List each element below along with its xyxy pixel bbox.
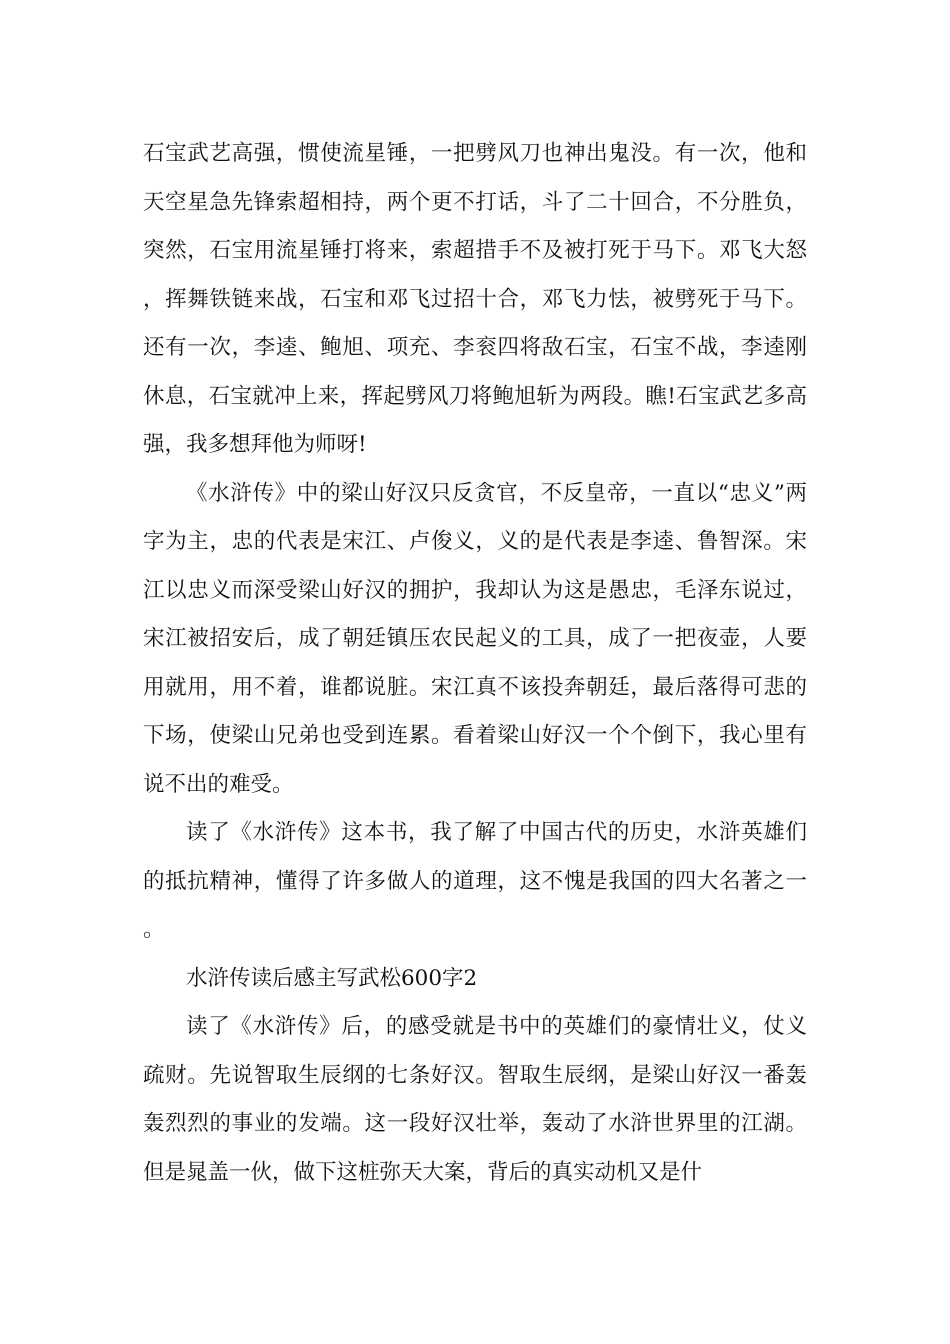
paragraph-shibao-martial-arts: 石宝武艺高强，惯使流星锤，一把劈风刀也神出鬼没。有一次，他和天空星急先锋索超相持，两个更不打话，斗了二十回合，不分胜负，突然，石宝用流星锤打将来，索超措手不及被打死于马下。邓飞大怒，挥舞铁链来战，石宝和邓飞过招十合，邓飞力怯，被劈死于马下。还有一次，李逵、鲍旭、项充、李衮四将敌石宝，石宝不战，李逵刚休息，石宝就冲上来，挥起劈风刀将鲍旭斩为两段。瞧!石宝武艺多高强，我多想拜他为师呀! (143, 141, 807, 457)
document-body (143, 130, 807, 1197)
paragraph-essay-2-intro: 读了《水浒传》后，的感受就是书中的英雄们的豪情壮义，仗义疏财。先说智取生辰纲的七条好汉。智取生辰纲，是梁山好汉一番轰轰烈烈的事业的发端。这一段好汉壮举，轰动了水浒世界里的江湖。但是晁盖一伙，做下这桩弥天大案，背后的真实动机又是什 (143, 1014, 807, 1185)
paragraph-conclusion: 读了《水浒传》这本书，我了解了中国古代的历史，水浒英雄们的抵抗精神，懂得了许多做人的道理，这不愧是我国的四大名著之一。 (143, 820, 807, 942)
essay-2-title: 水浒传读后感主写武松600字2 (186, 965, 478, 991)
paragraph-loyalty-critique: 《水浒传》中的梁山好汉只反贪官，不反皇帝，一直以“忠义”两字为主，忠的代表是宋江、卢俊义，义的是代表是李逵、鲁智深。宋江以忠义而深受梁山好汉的拥护，我却认为这是愚忠，毛泽东说过，宋江被招安后，成了朝廷镇压农民起义的工具，成了一把夜壶，人要用就用，用不着，谁都说脏。宋江真不该投奔朝廷，最后落得可悲的下场，使梁山兄弟也受到连累。看着梁山好汉一个个倒下，我心里有说不出的难受。 (143, 480, 807, 797)
